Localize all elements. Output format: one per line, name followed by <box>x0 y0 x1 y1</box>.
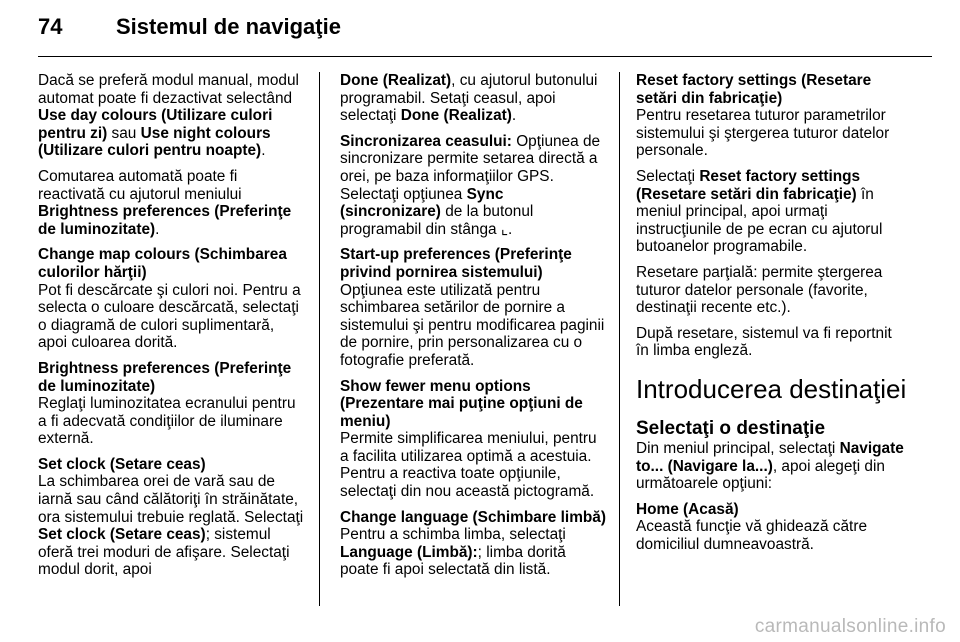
section-heading: Brightness preferences (Preferinţe de luminozitate) <box>38 359 292 395</box>
header-rule <box>38 56 932 57</box>
page-number: 74 <box>38 14 63 39</box>
paragraph: Reglaţi luminozitatea ecranului pentru a fi adecvată condiţiilor de iluminare externă. <box>38 395 296 448</box>
subsection-title: Selectaţi o destinaţie <box>636 417 826 439</box>
paragraph: Pentru resetarea tuturor parametrilor sistemului şi ştergerea tuturor datelor personale. <box>636 107 890 160</box>
paragraph: Această funcţie vă ghidează către domiciliul dumneavoastră. <box>636 518 868 553</box>
paragraph: Selectaţi Reset factory settings (Resetare setări din fabricaţie) în meniul principal, apoi urmaţi instrucţiunile de pe ecran cu ajutorul butoanelor programabile. <box>636 167 883 256</box>
section-heading: Show fewer menu options (Prezentare mai puţine opţiuni de meniu) <box>340 377 583 430</box>
column-3 <box>636 72 908 561</box>
section-title: Introducerea destinaţiei <box>636 373 907 404</box>
section-heading: Home (Acasă) <box>636 500 739 518</box>
section-heading: Start-up preferences (Preferinţe privind pornirea sistemului) <box>340 246 572 281</box>
paragraph: Din meniul principal, selectaţi Navigate to... (Navigare la...), apoi alegeţi din următoarele opţiuni: <box>636 439 904 493</box>
section-heading: Reset factory settings (Resetare setări din fabricaţie) <box>636 72 872 107</box>
page-title: Sistemul de navigaţie <box>116 14 341 39</box>
paragraph: Pot fi descărcate şi culori noi. Pentru a selecta o culoare descărcată, selectaţi o diagramă de culori suplimentară, apoi culoarea dorită. <box>38 281 301 352</box>
paragraph: Opţiunea este utilizată pentru schimbarea setărilor de pornire a sistemului şi pentru modificarea paginii de pornire, prin personalizarea cu o fotografie preferată. <box>340 281 605 369</box>
page-header <box>38 14 341 40</box>
paragraph: Resetare parţială: permite ştergerea tuturor datelor personale (favorite, destinaţii recente etc.). <box>636 263 883 317</box>
paragraph: Pentru a schimba limba, selectaţi Language (Limbă):; limba dorită poate fi apoi selectată din listă. <box>340 526 566 579</box>
section-heading: Set clock (Setare ceas) <box>38 455 206 473</box>
paragraph: Dacă se preferă modul manual, modul automat poate fi dezactivat selectând Use day colours (Utilizare culori pentru zi) sau Use night colours (Utilizare culori pentru noapte). <box>38 72 299 160</box>
column-1 <box>38 72 304 587</box>
section-heading: Change map colours (Schimbarea culorilor hărţii) <box>38 246 287 281</box>
watermark: carmanualsonline.info <box>754 616 946 637</box>
section-heading: Change language (Schimbare limbă) <box>340 508 606 526</box>
paragraph: Comutarea automată poate fi reactivată cu ajutorul meniului Brightness preferences (Preferinţe de luminozitate). <box>38 167 292 238</box>
paragraph: Done (Realizat), cu ajutorul butonului programabil. Setaţi ceasul, apoi selectaţi Done (Realizat). <box>340 72 598 125</box>
column-divider-1 <box>319 72 320 606</box>
paragraph: Sincronizarea ceasului: Opţiunea de sincronizare permite setarea directă a orei, pe baza informaţiilor GPS. Selectaţi opţiunea Sync (sincronizare) de la butonul programabil din stânga ⌞. <box>340 132 601 238</box>
paragraph: După resetare, sistemul va fi reportnit în limba engleză. <box>636 324 892 360</box>
paragraph: Permite simplificarea meniului, pentru a facilita utilizarea optimă a acestuia. Pentru a reactiva toate opţiunile, selectaţi din nou această pictogramă. <box>340 430 597 501</box>
paragraph: La schimbarea orei de vară sau de iarnă sau când călătoriţi în străinătate, ora sistemului trebuie reglată. Selectaţi Set clock (Setare ceas); sistemul oferă trei moduri de afişare. Selectaţi modul dorit, apoi <box>38 473 304 579</box>
column-divider-2 <box>619 72 620 606</box>
column-2 <box>340 72 606 587</box>
